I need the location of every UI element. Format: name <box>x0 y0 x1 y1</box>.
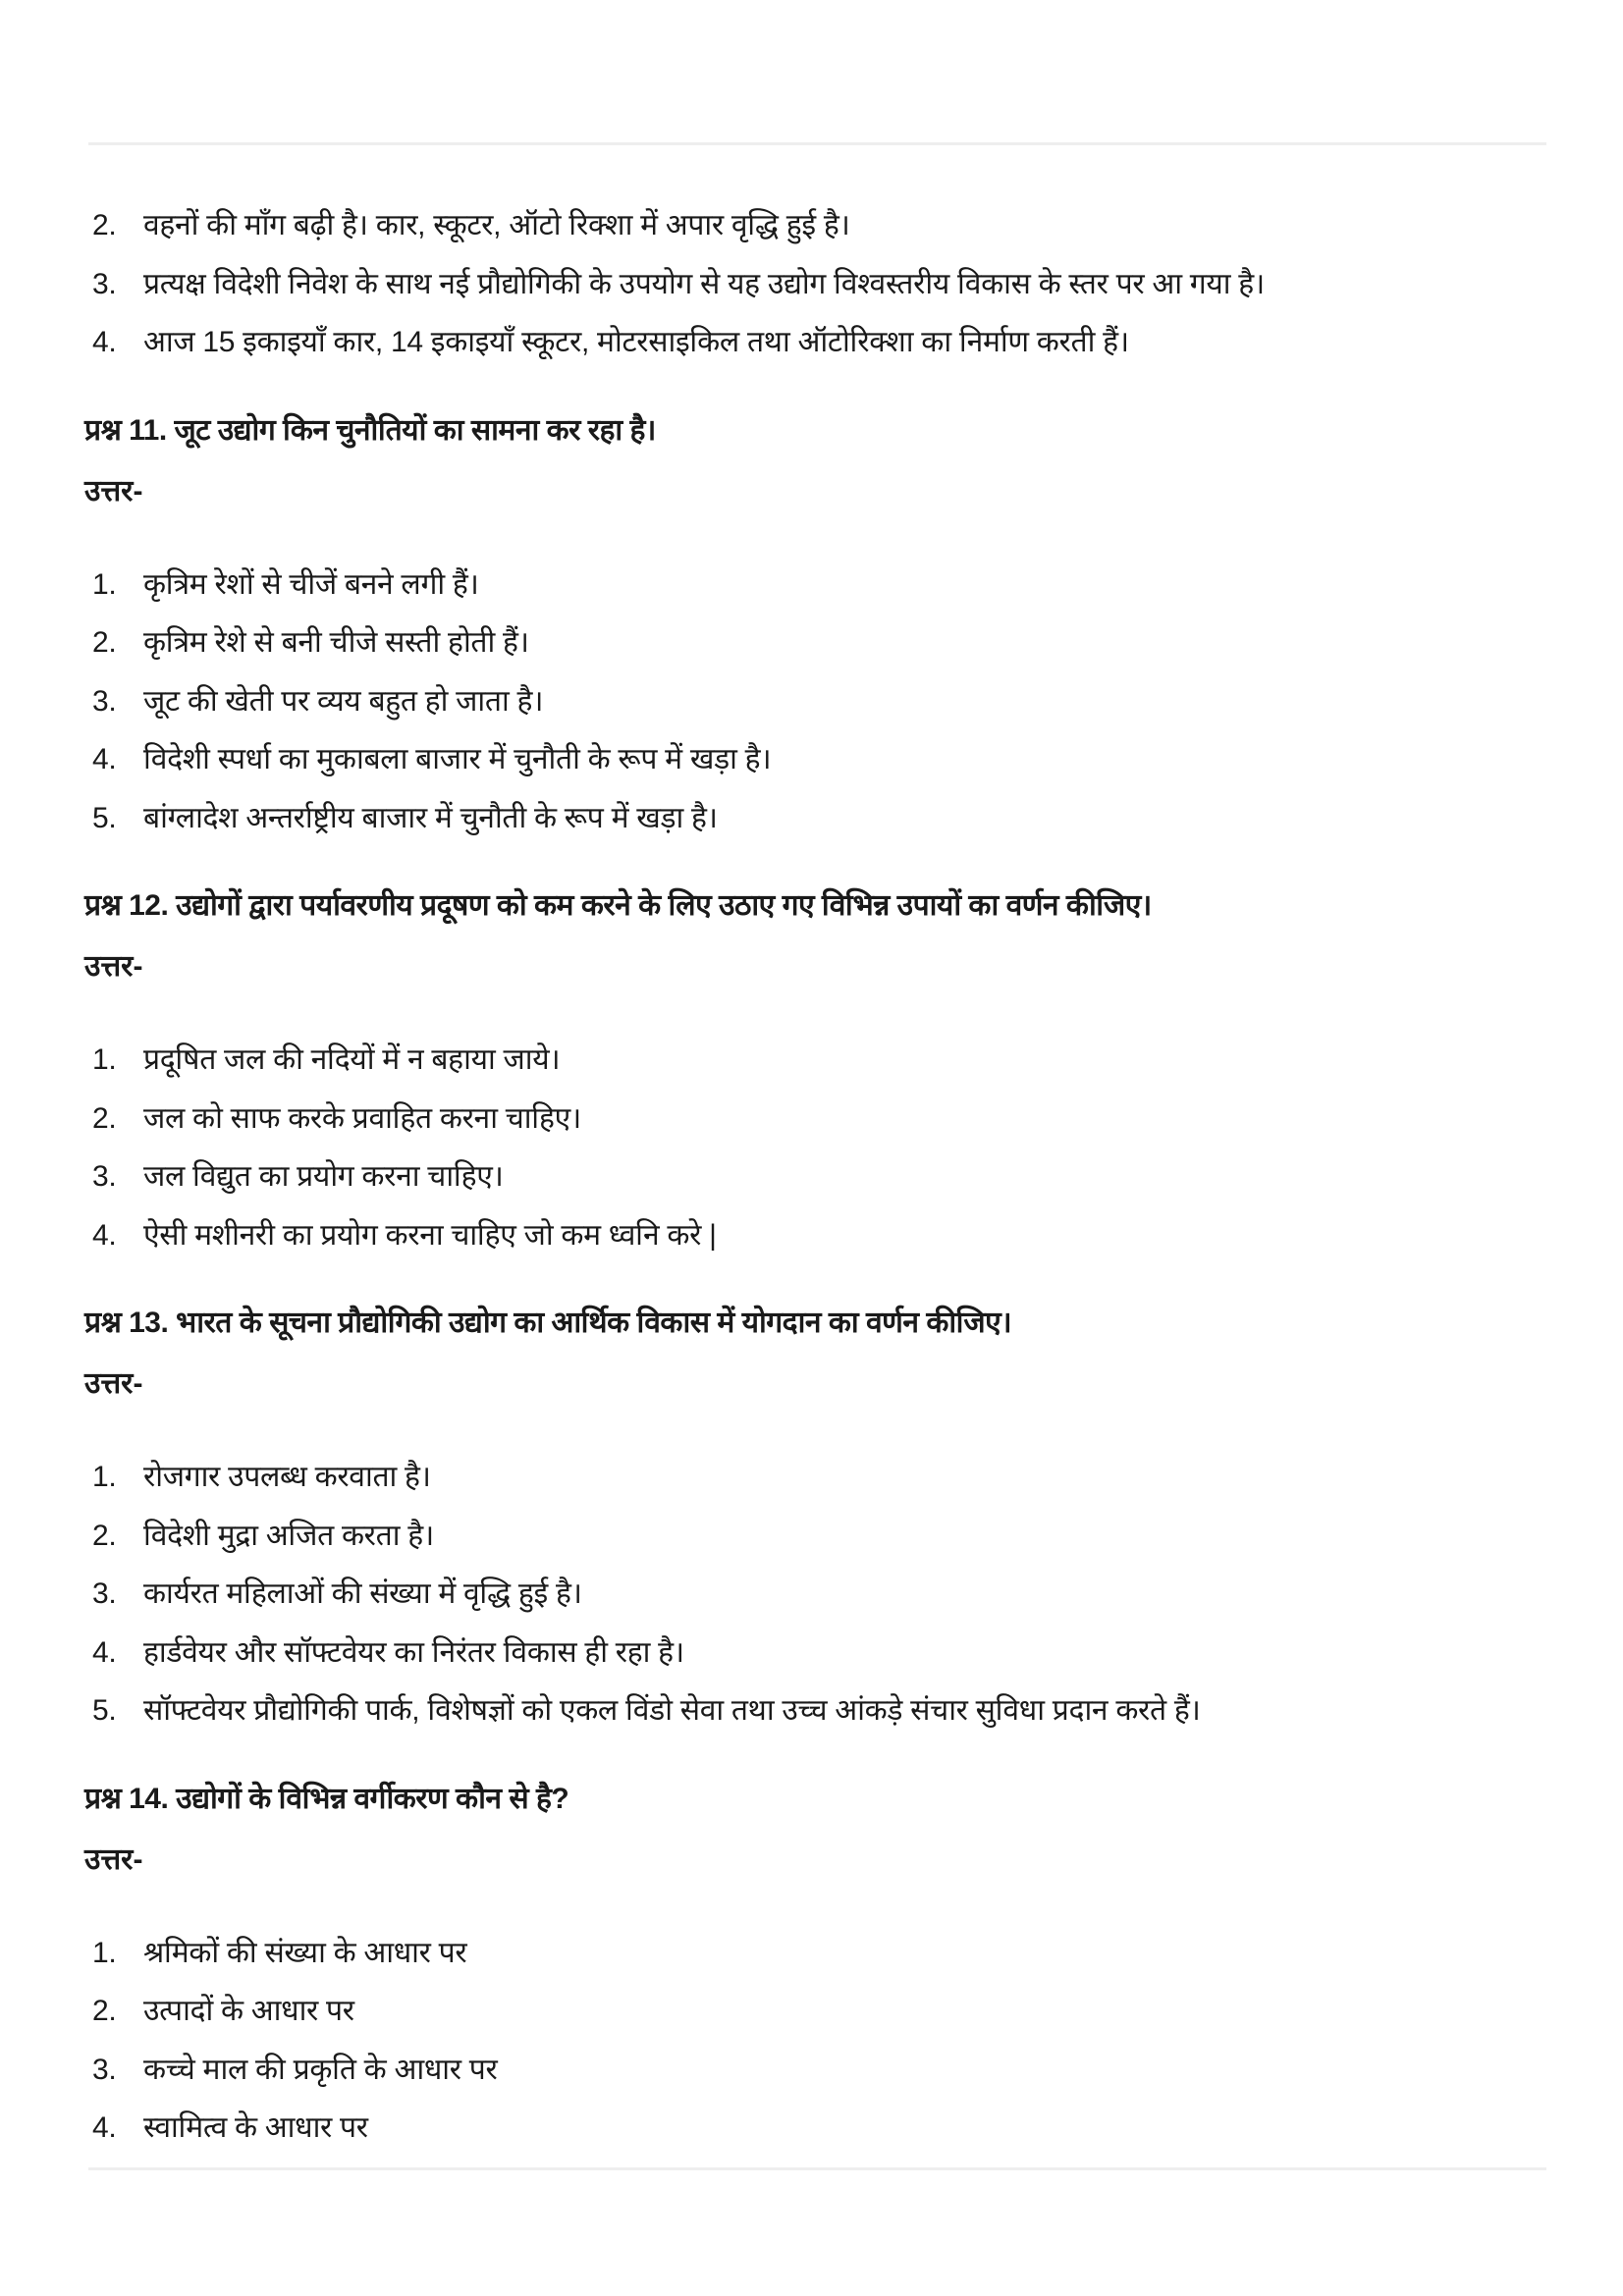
item-text: प्रदूषित जल की नदियों में न बहाया जाये। <box>143 1043 561 1076</box>
answer-label: उत्तर- <box>84 474 143 507</box>
list-item <box>84 1934 1557 1993</box>
item-text: श्रमिकों की संख्या के आधार पर <box>143 1936 467 1969</box>
item-number: 2. <box>92 1101 117 1135</box>
list-item <box>84 1517 1557 1575</box>
item-text: जल विद्युत का प्रयोग करना चाहिए। <box>143 1160 504 1193</box>
list-item <box>84 1041 1557 1099</box>
item-number: 3. <box>92 1160 117 1193</box>
question-section <box>84 1304 1557 1750</box>
document-body <box>84 206 1557 2167</box>
item-number: 4. <box>92 326 117 358</box>
item-text: ऐसी मशीनरी का प्रयोग करना चाहिए जो कम ध्वनि करे | <box>143 1218 717 1252</box>
item-number: 3. <box>92 267 117 300</box>
item-text: कच्चे माल की प्रकृति के आधार पर <box>143 2053 498 2086</box>
item-number: 1. <box>92 1461 117 1493</box>
item-number: 2. <box>92 209 117 241</box>
answer-label: उत्तर- <box>84 950 143 983</box>
item-number: 1. <box>92 1043 117 1076</box>
list-item <box>84 2109 1557 2167</box>
item-number: 3. <box>92 684 117 718</box>
answer-label: उत्तर- <box>84 1842 143 1876</box>
item-text: वहनों की माँग बढ़ी है। कार, स्कूटर, ऑटो रिक्शा में अपार वृद्धि हुई है। <box>143 209 850 241</box>
list-item <box>84 565 1557 624</box>
item-number: 1. <box>92 1936 117 1969</box>
item-number: 4. <box>92 1218 117 1252</box>
item-number: 5. <box>92 1694 117 1727</box>
list-item <box>84 682 1557 741</box>
list-item <box>84 740 1557 799</box>
question-section <box>84 411 1557 858</box>
item-text: विदेशी मुद्रा अजित करता है। <box>143 1519 434 1552</box>
question-section <box>84 886 1557 1274</box>
answer-list <box>84 1458 1557 1750</box>
item-number: 4. <box>92 743 117 775</box>
top-divider <box>88 142 1546 145</box>
list-item <box>84 1458 1557 1517</box>
item-number: 4. <box>92 1635 117 1669</box>
question-heading: प्रश्न 14. उद्योगों के विभिन्न वर्गीकरण कौन से है? <box>84 1782 569 1815</box>
item-text: जल को साफ करके प्रवाहित करना चाहिए। <box>143 1101 581 1135</box>
item-text: विदेशी स्पर्धा का मुकाबला बाजार में चुनौती के रूप में खड़ा है। <box>143 743 772 775</box>
item-number: 1. <box>92 567 117 601</box>
list-item <box>84 1216 1557 1275</box>
answer-list <box>84 565 1557 858</box>
answer-label: उत्तर- <box>84 1367 143 1400</box>
list-item <box>84 2051 1557 2109</box>
answer-list <box>84 1041 1557 1274</box>
question-heading: प्रश्न 13. भारत के सूचना प्रौद्योगिकी उद्योग का आर्थिक विकास में योगदान का वर्णन कीजिए। <box>84 1307 1012 1339</box>
item-number: 3. <box>92 1577 117 1610</box>
question-heading: प्रश्न 11. जूट उद्योग किन चुनौतियों का सामना कर रहा है। <box>84 413 656 447</box>
list-item <box>84 1575 1557 1633</box>
list-item <box>84 206 1557 265</box>
item-text: कृत्रिम रेशे से बनी चीजे सस्ती होती हैं। <box>143 626 529 659</box>
intro-list <box>84 206 1557 382</box>
item-text: उत्पादों के आधार पर <box>143 1995 354 2027</box>
item-text: रोजगार उपलब्ध करवाता है। <box>143 1461 431 1493</box>
list-item <box>84 1099 1557 1158</box>
item-text: बांग्लादेश अन्तर्राष्ट्रीय बाजार में चुनौती के रूप में खड़ा है। <box>143 801 718 834</box>
item-text: कृत्रिम रेशों से चीजें बनने लगी हैं। <box>143 567 479 601</box>
item-number: 2. <box>92 1519 117 1552</box>
question-heading: प्रश्न 12. उद्योगों द्वारा पर्यावरणीय प्रदूषण को कम करने के लिए उठाए गए विभिन्न उपायों का वर्णन कीजिए। <box>84 889 1152 922</box>
item-text: कार्यरत महिलाओं की संख्या में वृद्धि हुई है। <box>143 1577 582 1610</box>
item-text: हार्डवेयर और सॉफ्टवेयर का निरंतर विकास ही रहा है। <box>143 1635 684 1669</box>
item-text: प्रत्यक्ष विदेशी निवेश के साथ नई प्रौद्योगिकी के उपयोग से यह उद्योग विश्वस्तरीय विकास के स्तर पर आ गया है। <box>143 267 1265 300</box>
item-number: 2. <box>92 1995 117 2027</box>
list-item <box>84 1691 1557 1750</box>
list-item <box>84 623 1557 682</box>
bottom-divider <box>88 2167 1546 2170</box>
item-text: सॉफ्टवेयर प्रौद्योगिकी पार्क, विशेषज्ञों को एकल विंडो सेवा तथा उच्च आंकड़े संचार सुविधा प्रदान करते हैं। <box>143 1694 1201 1727</box>
answer-list <box>84 1934 1557 2167</box>
question-section <box>84 1780 1557 2167</box>
item-number: 4. <box>92 2111 117 2144</box>
list-item <box>84 799 1557 858</box>
list-item <box>84 265 1557 324</box>
item-number: 2. <box>92 626 117 659</box>
list-item <box>84 323 1557 382</box>
list-item <box>84 1992 1557 2051</box>
item-text: जूट की खेती पर व्यय बहुत हो जाता है। <box>143 684 544 718</box>
list-item <box>84 1633 1557 1692</box>
item-number: 3. <box>92 2053 117 2086</box>
item-text: स्वामित्व के आधार पर <box>143 2111 368 2144</box>
item-number: 5. <box>92 801 117 834</box>
list-item <box>84 1157 1557 1216</box>
item-text: आज 15 इकाइयाँ कार, 14 इकाइयाँ स्कूटर, मोटरसाइकिल तथा ऑटोरिक्शा का निर्माण करती हैं। <box>143 326 1129 358</box>
